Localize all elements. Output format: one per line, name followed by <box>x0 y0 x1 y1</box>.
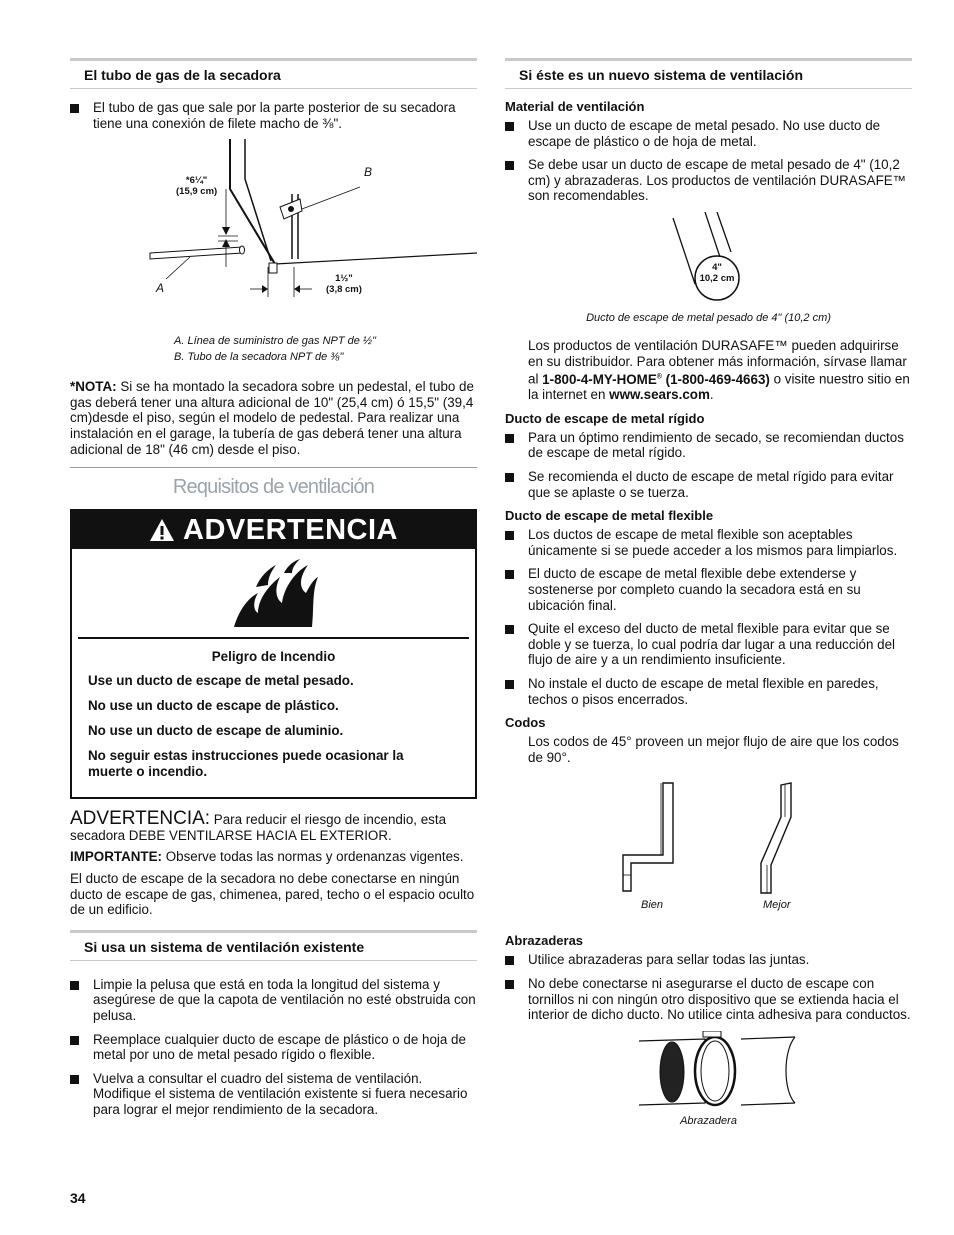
existing-system-heading: Si usa un sistema de ventilación existente <box>70 930 477 961</box>
rigid-bullet: Para un óptimo rendimiento de secado, se recomiendan ductos de escape de metal rígido. <box>505 430 912 461</box>
rigid-bullet: Se recomienda el ducto de escape de metal rígido para evitar que se aplaste o se tuerza. <box>505 469 912 500</box>
duct-figure <box>505 212 912 312</box>
flexible-title: Ducto de escape de metal flexible <box>505 508 714 524</box>
duct-size-label: 4" 10,2 cm <box>699 261 735 284</box>
material-bullet: Se debe usar un ducto de escape de metal pesado de 4" (10,2 cm) y abrazaderas. Los productos de ventilación DURASAFE™ son recomendables. <box>505 157 912 204</box>
left-column <box>70 58 477 1125</box>
warning-triangle-icon <box>149 518 175 542</box>
pedestal-note: *NOTA: Si se ha montado la secadora sobre un pedestal, el tubo de gas deberá tener una altura adicional de 10" (25,4 cm) ó 15,5" (39,4 cm)desde el piso, según el modelo de pedestal. Para realizar una instalación en el garage, la tubería de gas deberá tener una altura adicional de 18" (46 cm) desde el piso. <box>70 379 474 457</box>
vent-requirements-heading: Requisitos de ventilación <box>172 476 375 499</box>
warning-line: No use un ducto de escape de plástico. <box>88 698 339 714</box>
gas-pipe-figure <box>70 139 477 329</box>
phone-link[interactable]: 1-800-4-MY-HOME® (1-800-469-4663) <box>542 371 770 387</box>
flexible-bullet: No instale el ducto de escape de metal flexible en paredes, techos o pisos encerrados. <box>505 676 912 707</box>
elbows-figure <box>505 771 912 919</box>
elbows-diagram <box>505 771 912 919</box>
gas-legend: A. Línea de suministro de gas NPT de ½" B. Tubo de la secadora NPT de ⅜" <box>174 335 377 364</box>
gas-pipe-diagram <box>70 139 477 329</box>
flexible-bullet: El ducto de escape de metal flexible debe extenderse y sostenerse por completo cuando la secadora está en su ubicación final. <box>505 566 912 613</box>
clamp-diagram <box>505 1031 912 1113</box>
elbow-better-label: Mejor <box>763 899 791 912</box>
flexible-bullets <box>505 527 912 707</box>
clamp-figure <box>505 1031 912 1113</box>
material-bullet: Use un ducto de escape de metal pesado. No use ducto de escape de plástico o de hoja de metal. <box>505 118 912 149</box>
importante-paragraph: IMPORTANTE: Observe todas las normas y ordenanzas vigentes. <box>70 849 464 865</box>
flexible-bullet: Los ductos de escape de metal flexible son aceptables únicamente si se puede acceder a los mismos para limpiarlos. <box>505 527 912 558</box>
rigid-title: Ducto de escape de metal rígido <box>505 410 705 426</box>
duct-restriction-paragraph: El ducto de escape de la secadora no debe conectarse en ningún ducto de escape de gas, chimenea, pared, techo o el espacio oculto de un edificio. <box>70 870 475 918</box>
abrazaderas-title: Abrazaderas <box>505 933 584 949</box>
advertencia-paragraph: ADVERTENCIA: Para reducir el riesgo de incendio, esta secadora DEBE VENTILARSE HACIA EL EXTERIOR. <box>70 808 447 843</box>
durasafe-paragraph: Los productos de ventilación DURASAFE™ pueden adquirirse en su distribuidor. Para obtener más información, sírvase llamar al 1-800-4-MY-HOME® (1-800-469-4663) o visite nuestro sitio en la internet en www.sears.com. <box>528 337 910 403</box>
duct-caption: Ducto de escape de metal pesado de 4" (10,2 cm) <box>586 311 831 324</box>
warning-box <box>70 509 477 799</box>
flexible-bullet: Quite el exceso del ducto de metal flexible para evitar que se doble y se tuerza, lo cual podría dar lugar a una reducción del flujo de aire y a un rendimiento insuficiente. <box>505 621 912 668</box>
rigid-bullets <box>505 430 912 500</box>
codos-title: Codos <box>505 715 546 731</box>
dim-b-label: 1½" (3,8 cm) <box>326 273 362 296</box>
page-number: 34 <box>70 1190 86 1206</box>
clamp-caption: Abrazadera <box>680 1114 737 1127</box>
label-a: A <box>156 281 165 296</box>
abrazaderas-bullet: No debe conectarse ni asegurarse el ducto de escape con tornillos ni con ningún otro dispositivo que se extienda hacia el interior de dicho ducto. No utilice cinta adhesiva para conductos. <box>505 976 912 1023</box>
warning-title: ADVERTENCIA <box>72 511 475 549</box>
material-bullets <box>505 118 912 204</box>
website-link[interactable]: www.sears.com <box>609 387 710 403</box>
existing-bullet: Reemplace cualquier ducto de escape de plástico o de hoja de metal por uno de metal pesado rígido o flexible. <box>70 1032 477 1063</box>
elbow-good-label: Bien <box>641 899 664 912</box>
warning-line: No use un ducto de escape de aluminio. <box>88 723 344 739</box>
abrazaderas-bullet: Utilice abrazaderas para sellar todas las juntas. <box>505 952 912 968</box>
existing-bullet: Vuelva a consultar el cuadro del sistema de ventilación. Modifique el sistema de ventilación existente si fuera necesario para lograr el mejor rendimiento de la secadora. <box>70 1071 477 1118</box>
existing-bullet: Limpie la pelusa que está en toda la longitud del sistema y asegúrese de que la capota de ventilación no esté obstruida con pelusa. <box>70 977 477 1024</box>
warning-line: No seguir estas instrucciones puede ocasionar la muerte o incendio. <box>88 748 404 780</box>
hazard-label: Peligro de Incendio <box>211 649 336 665</box>
label-b: B <box>364 165 373 180</box>
warning-line: Use un ducto de escape de metal pesado. <box>88 673 354 689</box>
material-title: Material de ventilación <box>505 99 645 114</box>
gas-bullet: El tubo de gas que sale por la parte posterior de su secadora tiene una conexión de filete macho de ⅜". <box>70 100 477 131</box>
abrazaderas-bullets <box>505 952 912 1022</box>
right-column <box>505 58 912 1127</box>
existing-bullets <box>70 977 477 1118</box>
new-system-heading: Si éste es un nuevo sistema de ventilación <box>505 58 912 89</box>
gas-bullets <box>70 100 477 131</box>
dim-a-label: *6¼" (15,9 cm) <box>176 175 218 198</box>
fire-icon-panel <box>78 549 469 639</box>
codos-text: Los codos de 45° proveen un mejor flujo de aire que los codos de 90°. <box>528 734 899 765</box>
divider <box>70 467 477 468</box>
fire-icon <box>228 557 320 629</box>
warning-text <box>72 639 475 797</box>
gas-section-heading: El tubo de gas de la secadora <box>70 58 477 89</box>
